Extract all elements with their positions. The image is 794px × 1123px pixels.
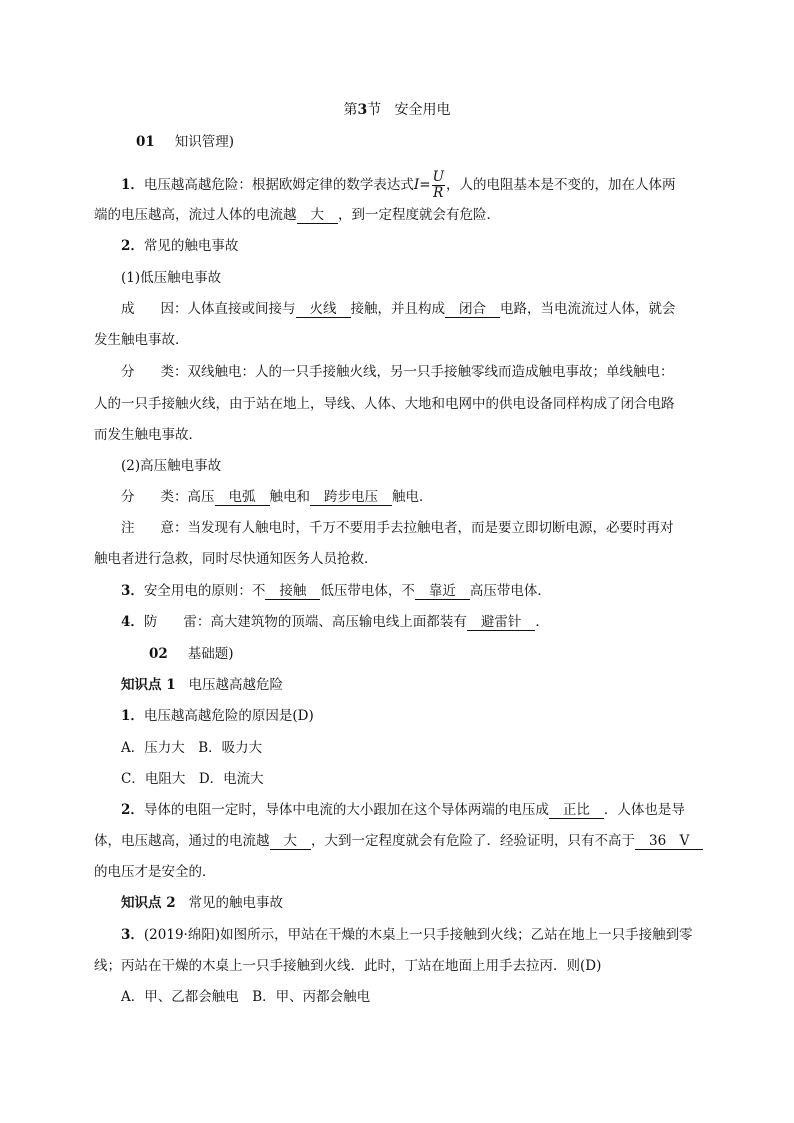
label-char: 注: [121, 520, 135, 536]
question-text: ，大到一定程度就会有危险了．经验证明，只有不高于: [311, 833, 635, 849]
item-text: 电压越高越危险：根据欧姆定律的数学表达式: [143, 177, 414, 193]
low-cause-line-1: [121, 300, 676, 318]
answer-blank: 靠近: [415, 584, 470, 600]
answer-blank: 大: [297, 208, 339, 224]
formula-current: I: [413, 177, 420, 193]
item-1-line-1: [121, 170, 675, 201]
item-text: 双线触电：人的一只手接触火线，另一只手接触零线而造成触电事故；单线触电：: [187, 364, 674, 380]
label-char: 防: [143, 614, 158, 630]
formula-fraction: [432, 170, 445, 201]
question-3-line-1: [121, 926, 693, 944]
item-number: 1．: [121, 177, 144, 193]
item-text: 高压: [187, 489, 215, 505]
answer-blank: 大: [270, 834, 312, 850]
question-number: 2．: [121, 802, 144, 818]
item-text: 低压带电体，不: [320, 583, 415, 599]
answer-blank: 跨步电压: [310, 490, 392, 506]
question-1-options-row-2: C．电阻大 D．电流大: [121, 771, 264, 787]
label-char: 类：: [160, 364, 188, 380]
low-cause-line-2: 发生触电事故．: [94, 332, 189, 348]
question-text: 电压越高越危险的原因是(D): [143, 708, 314, 724]
low-class-line-3: 而发生触电事故．: [94, 427, 202, 443]
label-char: 因：: [160, 301, 188, 317]
question-number: 3．: [121, 927, 144, 943]
answer-blank: 正比: [549, 803, 604, 819]
item-text: 高压带电体．: [469, 583, 551, 599]
section-label: 基础题): [187, 646, 234, 662]
question-2-line-2: [94, 832, 703, 850]
item-4-line: [121, 613, 549, 631]
item-text: 常见的触电事故: [143, 238, 239, 254]
answer-blank: 36 V: [635, 834, 703, 850]
label-char: 分: [121, 364, 135, 380]
answer-blank: 闭合: [445, 302, 500, 318]
item-number: 3．: [121, 583, 144, 599]
answer-blank: 避雷针: [467, 615, 536, 631]
section-label: 知识管理): [174, 134, 235, 150]
formula-equals: =: [419, 177, 431, 193]
question-1-stem: [121, 707, 314, 725]
item-3-line: [121, 582, 551, 600]
formula-numerator: U: [432, 169, 444, 185]
item-text: 当发现有人触电时，千万不要用手去拉触电者，而是要立即切断电源，必要时再对: [187, 520, 674, 536]
item-text: ，人的电阻基本是不变的，加在人体两: [445, 177, 676, 193]
question-text: 导体的电阻一定时，导体中电流的大小跟加在这个导体两端的电压成: [143, 802, 549, 818]
question-text: ．人体也是导: [603, 802, 685, 818]
label-char: 意：: [160, 520, 188, 536]
knowledge-point-1: [121, 676, 283, 694]
item-text: ，到一定程度就会有危险．: [338, 207, 500, 223]
high-class-line: [121, 488, 433, 506]
question-number: 1．: [121, 708, 144, 724]
label-char: 成: [121, 301, 135, 317]
formula-denominator: R: [433, 185, 444, 201]
label-char: 类：: [160, 489, 188, 505]
section-basic-heading: [149, 645, 234, 663]
low-class-line-2: 人的一只手接触火线，由于站在地上，导线、人体、大地和电网中的供电设备同样构成了闭合电路: [94, 396, 675, 412]
answer-blank: 火线: [296, 302, 351, 318]
answer-blank: 接触: [265, 584, 320, 600]
title-num-prefix: 第: [343, 102, 358, 118]
section-number: 01: [136, 134, 155, 150]
question-2-line-1: [121, 801, 685, 819]
question-text: 体，电压越高，通过的电流越: [94, 833, 270, 849]
item-1-line-2: [94, 206, 500, 224]
question-3-line-2: 线；丙站在干燥的木桌上一只手接触到火线．此时，丁站在地面上用手去拉丙．则(D): [94, 958, 602, 974]
knowledge-point-title: 电压越高越危险: [188, 677, 283, 693]
item-text: 电路，当电流流过人体，就会: [500, 301, 676, 317]
title-num: 3: [357, 102, 368, 118]
question-3-options-row-1: A．甲、乙都会触电 B．甲、丙都会触电: [121, 989, 371, 1005]
page-title: [0, 101, 794, 119]
high-note-line-1: [121, 519, 674, 537]
question-text: (2019·绵阳)如图所示，甲站在干燥的木桌上一只手接触到火线；乙站在地上一只手接触到零: [143, 927, 693, 943]
label-char: 雷：: [183, 614, 211, 630]
high-voltage-heading: (2)高压触电事故: [121, 458, 222, 474]
item-text: 触电和: [269, 489, 310, 505]
title-num-suffix: 节: [367, 102, 382, 118]
item-text: ．: [535, 614, 549, 630]
answer-blank: 电弧: [215, 490, 270, 506]
knowledge-point-label: 知识点 1: [121, 677, 176, 693]
item-text: 安全用电的原则：不: [143, 583, 266, 599]
item-text: 高大建筑物的顶端、高压输电线上面都装有: [210, 614, 467, 630]
knowledge-point-title: 常见的触电事故: [188, 895, 283, 911]
knowledge-point-2: [121, 894, 283, 912]
item-text: 人体直接或间接与: [187, 301, 296, 317]
item-text: 端的电压越高，流过人体的电流越: [94, 207, 297, 223]
item-text: 触电．: [392, 489, 433, 505]
high-note-line-2: 触电者进行急救，同时尽快通知医务人员抢救．: [94, 551, 378, 567]
low-voltage-heading: (1)低压触电事故: [121, 270, 222, 286]
knowledge-point-label: 知识点 2: [121, 895, 176, 911]
low-class-line-1: [121, 363, 674, 381]
item-2-heading: [121, 237, 238, 255]
item-text: 接触，并且构成: [350, 301, 445, 317]
item-number: 4．: [121, 614, 144, 630]
section-knowledge-heading: [136, 133, 234, 151]
title-name: 安全用电: [394, 102, 451, 118]
question-2-line-3: 的电压才是安全的．: [94, 864, 216, 880]
question-1-options-row-1: A．压力大 B．吸力大: [121, 740, 263, 756]
item-number: 2．: [121, 238, 144, 254]
section-number: 02: [149, 646, 168, 662]
label-char: 分: [121, 489, 135, 505]
